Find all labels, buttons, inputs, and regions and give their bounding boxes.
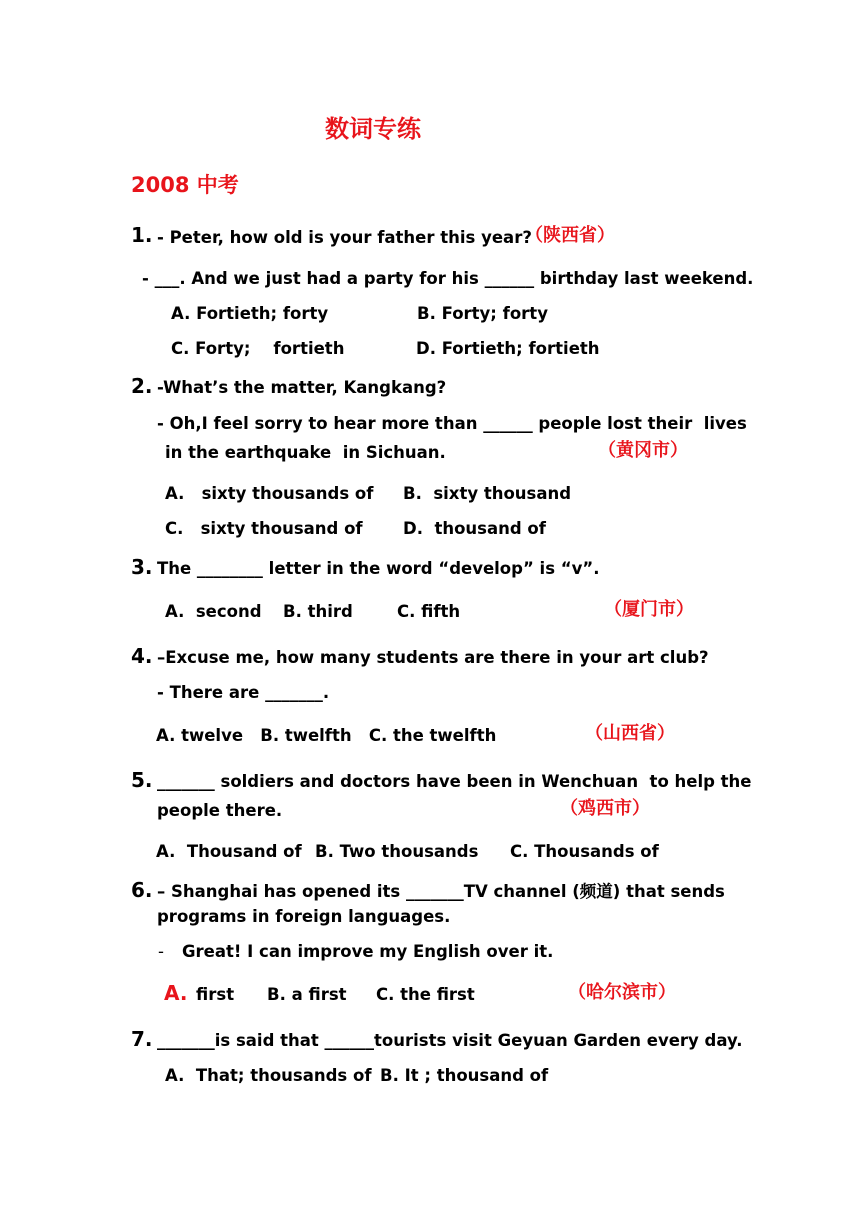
option-b[interactable]: B. third <box>283 602 353 621</box>
question-line: _______ soldiers and doctors have been in Wenchuan to help the <box>157 772 752 791</box>
option-c[interactable]: C. sixty thousand of <box>165 519 363 538</box>
question-line: programs in foreign languages. <box>157 907 451 926</box>
source-label: （鸡西市） <box>560 798 650 819</box>
option-a[interactable]: first <box>196 985 235 1004</box>
option-a[interactable]: A. Thousand of <box>156 842 302 861</box>
source-label: （山西省） <box>585 723 675 744</box>
source-label: （陕西省） <box>525 225 615 246</box>
question-number: 4. <box>131 644 153 668</box>
source-label: （哈尔滨市） <box>568 982 676 1003</box>
question-number: 6. <box>131 878 153 902</box>
option-d[interactable]: D. Fortieth; fortieth <box>416 339 600 358</box>
option-b[interactable]: B. sixty thousand <box>403 484 572 503</box>
option-d[interactable]: D. thousand of <box>403 519 546 538</box>
dash-marker: - <box>158 942 164 961</box>
question-line: – Shanghai has opened its _______TV channel (频道) that sends <box>157 882 725 901</box>
option-b[interactable]: B. Two thousands <box>315 842 479 861</box>
question-line: _______is said that ______tourists visit Geyuan Garden every day. <box>157 1031 743 1050</box>
option-c[interactable]: C. Forty; fortieth <box>171 339 345 358</box>
question-line: people there. <box>157 801 283 820</box>
question-line: in the earthquake in Sichuan. <box>165 443 446 462</box>
question-number: 1. <box>131 223 153 247</box>
page-title: 数词专练 <box>325 115 421 143</box>
option-a-letter[interactable]: A. <box>164 981 188 1005</box>
question-line: - Oh,I feel sorry to hear more than ______ people lost their lives <box>157 414 747 433</box>
question-line: - Peter, how old is your father this year? <box>157 228 532 247</box>
question-number: 7. <box>131 1027 153 1051</box>
option-c[interactable]: C. fifth <box>397 602 461 621</box>
source-label: （黄冈市） <box>598 440 688 461</box>
option-a[interactable]: A. second <box>165 602 262 621</box>
question-line: –Excuse me, how many students are there in your art club? <box>157 648 709 667</box>
option-b[interactable]: B. a first <box>267 985 347 1004</box>
option-c[interactable]: C. Thousands of <box>510 842 659 861</box>
question-number: 3. <box>131 555 153 579</box>
question-line: - ___. And we just had a party for his ______ birthday last weekend. <box>142 269 754 288</box>
option-c[interactable]: C. the first <box>376 985 475 1004</box>
options-line[interactable]: A. twelve B. twelfth C. the twelfth <box>156 726 497 745</box>
option-a[interactable]: A. sixty thousands of <box>165 484 374 503</box>
question-line: - There are _______. <box>157 683 330 702</box>
question-line: -What’s the matter, Kangkang? <box>157 378 447 397</box>
question-number: 5. <box>131 768 153 792</box>
question-line: Great! I can improve my English over it. <box>182 942 554 961</box>
question-number: 2. <box>131 374 153 398</box>
question-line: The ________ letter in the word “develop” is “v”. <box>157 559 600 578</box>
option-a[interactable]: A. Fortieth; forty <box>171 304 329 323</box>
option-a[interactable]: A. That; thousands of <box>165 1066 372 1085</box>
option-b[interactable]: B. Forty; forty <box>417 304 548 323</box>
section-heading: 2008 中考 <box>131 173 239 197</box>
source-label: （厦门市） <box>604 599 694 620</box>
option-b[interactable]: B. It ; thousand of <box>380 1066 549 1085</box>
